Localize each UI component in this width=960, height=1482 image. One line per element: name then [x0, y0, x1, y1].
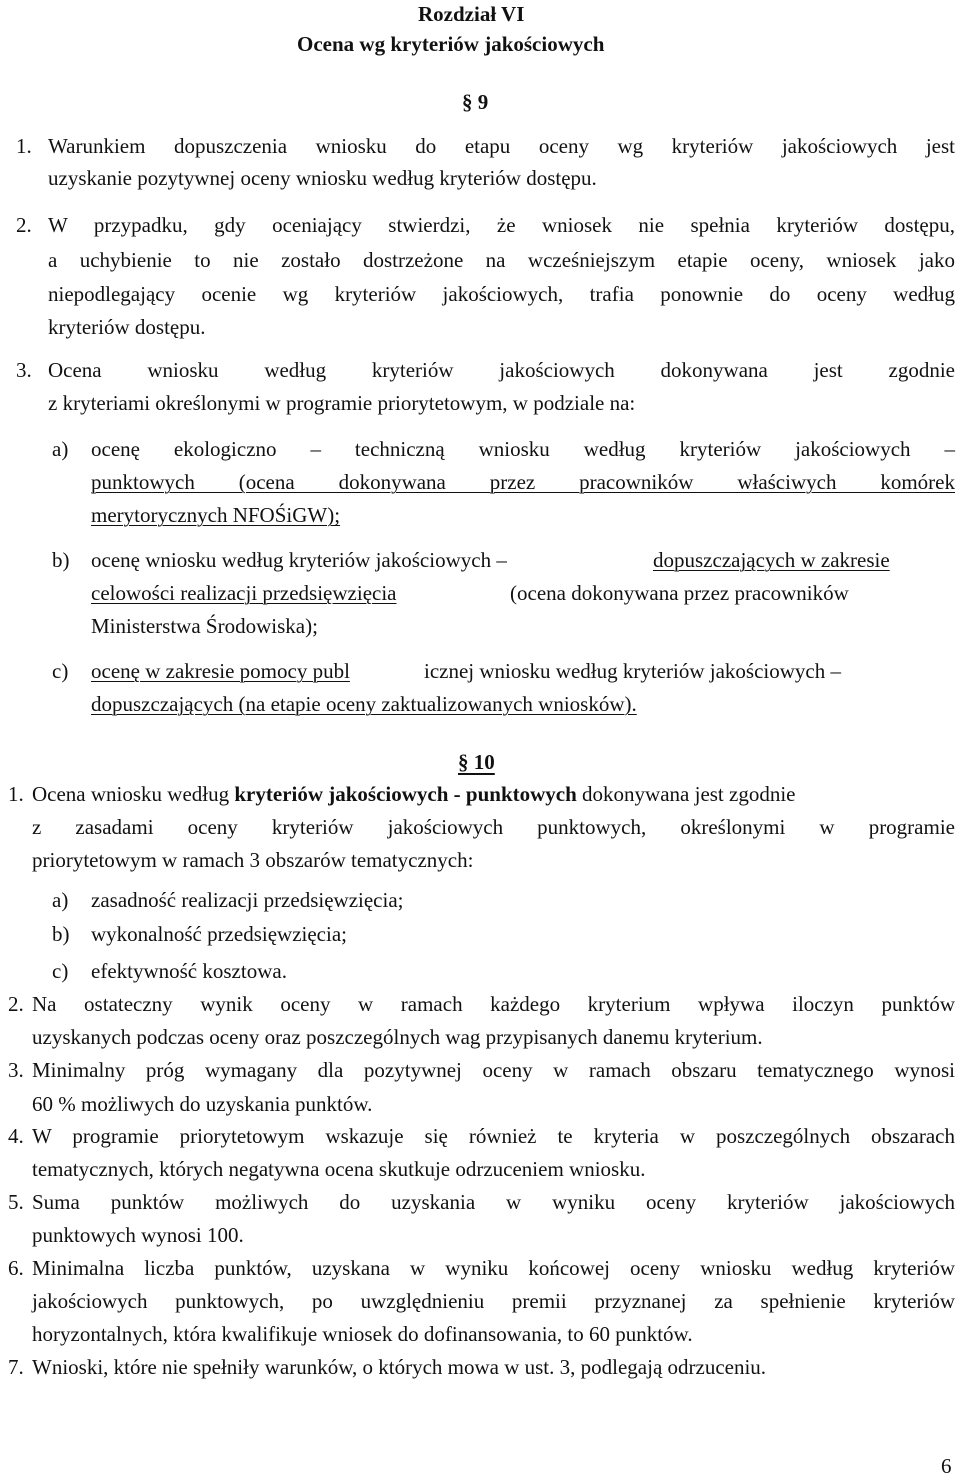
item-line: icznej wniosku według kryteriów jakościowych – — [424, 659, 841, 683]
paragraph-line: 60 % możliwych do uzyskania punktów. — [32, 1092, 373, 1116]
paragraph-line: a uchybienie to nie zostało dostrzeżone na wcześniejszym etapie oceny, wniosek jako — [48, 248, 955, 272]
item-line: punktowych (ocena dokonywana przez pracowników właściwych komórek — [91, 470, 955, 494]
item-line-underlined: dopuszczających w zakresie — [653, 548, 890, 572]
chapter-subtitle: Ocena wg kryteriów jakościowych — [297, 32, 605, 56]
paragraph-number: 6. — [8, 1256, 24, 1280]
paragraph-number: 2. — [8, 992, 24, 1016]
section-10-mark: § 10 — [458, 750, 495, 774]
paragraph-line: W przypadku, gdy oceniający stwierdzi, że wniosek nie spełnia kryteriów dostępu, — [48, 213, 955, 237]
paragraph-line: Wnioski, które nie spełniły warunków, o których mowa w ust. 3, podlegają odrzuceniu. — [32, 1355, 767, 1379]
paragraph-line: Warunkiem dopuszczenia wniosku do etapu oceny wg kryteriów jakościowych jest — [48, 134, 955, 158]
paragraph-line: Ocena wniosku według kryteriów jakościowych dokonywana jest zgodnie — [48, 358, 955, 382]
chapter-title: Rozdział VI — [418, 2, 525, 26]
paragraph-line-mixed — [32, 780, 955, 808]
paragraph-number: 3. — [16, 358, 32, 382]
item-letter: b) — [52, 548, 70, 572]
item-line-underlined: celowości realizacji przedsięwzięcia — [91, 581, 397, 605]
item-line: (ocena dokonywana przez pracowników — [510, 581, 849, 605]
paragraph-line: jakościowych punktowych, po uwzględnieniu premii przyznanej za spełnienie kryteriów — [32, 1289, 955, 1313]
paragraph-line: uzyskanie pozytywnej oceny wniosku według kryteriów dostępu. — [48, 166, 597, 190]
paragraph-line: tematycznych, których negatywna ocena skutkuje odrzuceniem wniosku. — [32, 1157, 646, 1181]
paragraph-line: Suma punktów możliwych do uzyskania w wyniku oceny kryteriów jakościowych — [32, 1190, 955, 1214]
item-letter: a) — [52, 437, 69, 461]
item-letter: c) — [52, 659, 69, 683]
paragraph-line: z kryteriami określonymi w programie priorytetowym, w podziale na: — [48, 391, 636, 415]
item-line: ocenę wniosku według kryteriów jakościowych – — [91, 548, 507, 572]
paragraph-line: Na ostateczny wynik oceny w ramach każdego kryterium wpływa iloczyn punktów — [32, 992, 955, 1016]
paragraph-line: horyzontalnych, która kwalifikuje wniosek do dofinansowania, to 60 punktów. — [32, 1322, 693, 1346]
paragraph-number: 2. — [16, 213, 32, 237]
section-9-mark: § 9 — [462, 90, 489, 114]
paragraph-line: uzyskanych podczas oceny oraz poszczególnych wag przypisanych danemu kryterium. — [32, 1025, 763, 1049]
paragraph-line: z zasadami oceny kryteriów jakościowych punktowych, określonymi w programie — [32, 815, 955, 839]
item-line: ocenę ekologiczno – techniczną wniosku według kryteriów jakościowych – — [91, 437, 955, 461]
bold-run: kryteriów jakościowych - punktowych — [234, 782, 577, 806]
item-line-underlined: ocenę w zakresie pomocy publ — [91, 659, 350, 683]
paragraph-number: 5. — [8, 1190, 24, 1214]
paragraph-line: kryteriów dostępu. — [48, 315, 206, 339]
list-letter: a) — [52, 888, 69, 912]
text-run: dokonywana jest zgodnie — [576, 782, 796, 806]
paragraph-number: 3. — [8, 1058, 24, 1082]
paragraph-line: priorytetowym w ramach 3 obszarów tematycznych: — [32, 848, 474, 872]
list-item: wykonalność przedsięwzięcia; — [91, 922, 347, 946]
paragraph-number: 1. — [8, 782, 24, 806]
list-letter: c) — [52, 959, 69, 983]
paragraph-line: punktowych wynosi 100. — [32, 1223, 244, 1247]
item-line: merytorycznych NFOŚiGW); — [91, 503, 341, 527]
list-item: efektywność kosztowa. — [91, 959, 287, 983]
paragraph-number: 4. — [8, 1124, 24, 1148]
paragraph-line: niepodlegający ocenie wg kryteriów jakościowych, trafia ponownie do oceny według — [48, 282, 955, 306]
paragraph-number: 7. — [8, 1355, 24, 1379]
paragraph-line: Minimalny próg wymagany dla pozytywnej oceny w ramach obszaru tematycznego wynosi — [32, 1058, 955, 1082]
item-line: Ministerstwa Środowiska); — [91, 614, 318, 638]
list-item: zasadność realizacji przedsięwzięcia; — [91, 888, 404, 912]
paragraph-number: 1. — [16, 134, 32, 158]
paragraph-line: Minimalna liczba punktów, uzyskana w wyniku końcowej oceny wniosku według kryteriów — [32, 1256, 955, 1280]
text-run: Ocena wniosku według — [32, 782, 235, 806]
page-number: 6 — [941, 1454, 952, 1478]
list-letter: b) — [52, 922, 70, 946]
paragraph-line: W programie priorytetowym wskazuje się również te kryteria w poszczególnych obszarach — [32, 1124, 955, 1148]
item-line-underlined: dopuszczających (na etapie oceny zaktualizowanych wniosków). — [91, 692, 637, 716]
